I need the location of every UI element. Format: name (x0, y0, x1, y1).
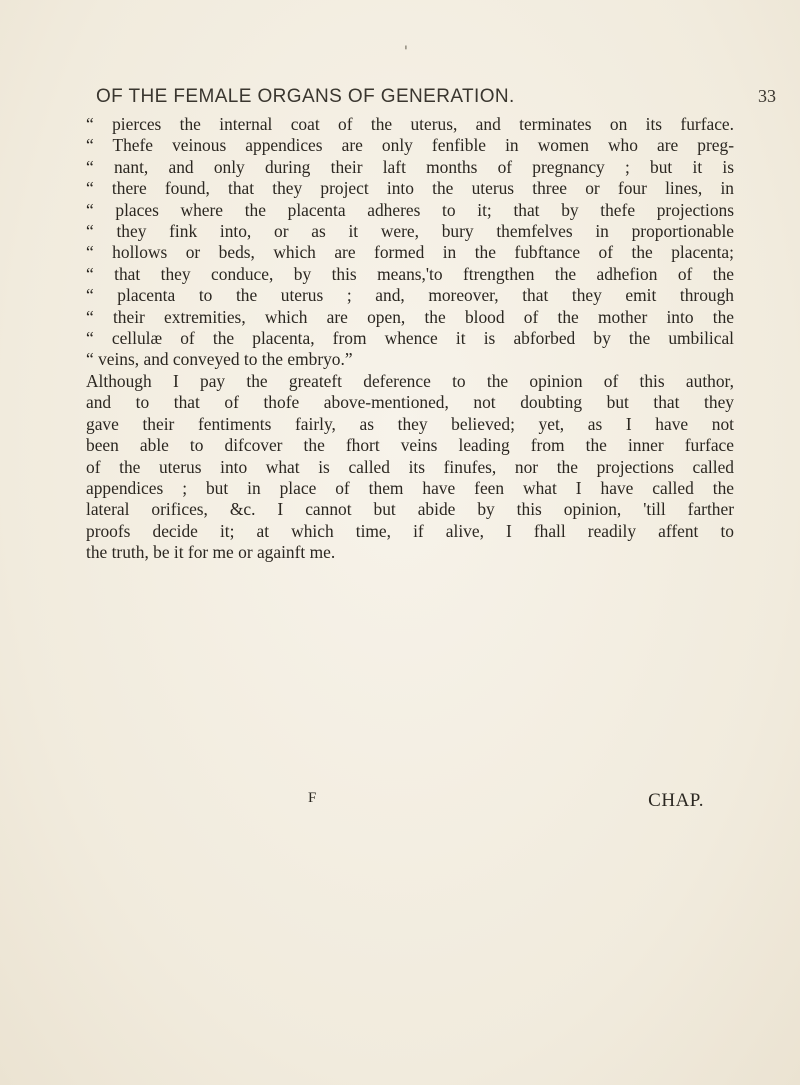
body-text (86, 114, 734, 564)
running-head (96, 86, 776, 108)
paragraph-line: proofs decide it; at which time, if alive, I fhall readily affent to (86, 520, 734, 541)
page-number: 33 (758, 86, 776, 106)
paragraph-line: Although I pay the greateft deference to the opinion of this author, (86, 370, 734, 391)
ink-speck: ' (404, 44, 408, 60)
quote-line: “ there found, that they project into the uterus three or four lines, in (86, 178, 734, 199)
paragraph-line: appendices ; but in place of them have feen what I have called the (86, 477, 734, 498)
quote-line: “ nant, and only during their laft months of pregnancy ; but it is (86, 156, 734, 177)
paragraph (86, 371, 734, 564)
paragraph-line: gave their fentiments fairly, as they believed; yet, as I have not (86, 413, 734, 434)
running-head-title: OF THE FEMALE ORGANS OF GENERATION. (96, 86, 515, 107)
quote-line: “ cellulæ of the placenta, from whence it is abforbed by the umbilical (86, 328, 734, 349)
quote-line: “ places where the placenta adheres to it; that by thefe projections (86, 199, 734, 220)
quote-line: “ pierces the internal coat of the uterus, and terminates on its furface. (86, 114, 734, 134)
quotation-block (86, 114, 734, 371)
quote-line: “ they fink into, or as it were, bury themfelves in proportionable (86, 221, 734, 242)
quote-line: “ veins, and conveyed to the embryo.” (86, 349, 353, 370)
quote-line: “ that they conduce, by this means,'to ftrengthen the adhefion of the (86, 263, 734, 284)
paragraph-line: been able to difcover the fhort veins leading from the inner furface (86, 435, 734, 456)
paragraph-line: lateral orifices, &c. I cannot but abide by this opinion, 'till farther (86, 499, 734, 520)
quote-line: “ hollows or beds, which are formed in the fubftance of the placenta; (86, 242, 734, 263)
quote-line: “ placenta to the uterus ; and, moreover, that they emit through (86, 285, 734, 306)
quote-line: “ Thefe veinous appendices are only fenfible in women who are preg- (86, 135, 734, 156)
paragraph-line: and to that of thofe above-mentioned, not doubting but that they (86, 392, 734, 413)
quote-line: “ their extremities, which are open, the blood of the mother into the (86, 306, 734, 327)
paragraph-line: the truth, be it for me or againft me. (86, 542, 336, 563)
catchword: CHAP. (648, 790, 704, 811)
paragraph-line: of the uterus into what is called its finufes, nor the projections called (86, 456, 734, 477)
signature-mark: F (308, 790, 317, 806)
